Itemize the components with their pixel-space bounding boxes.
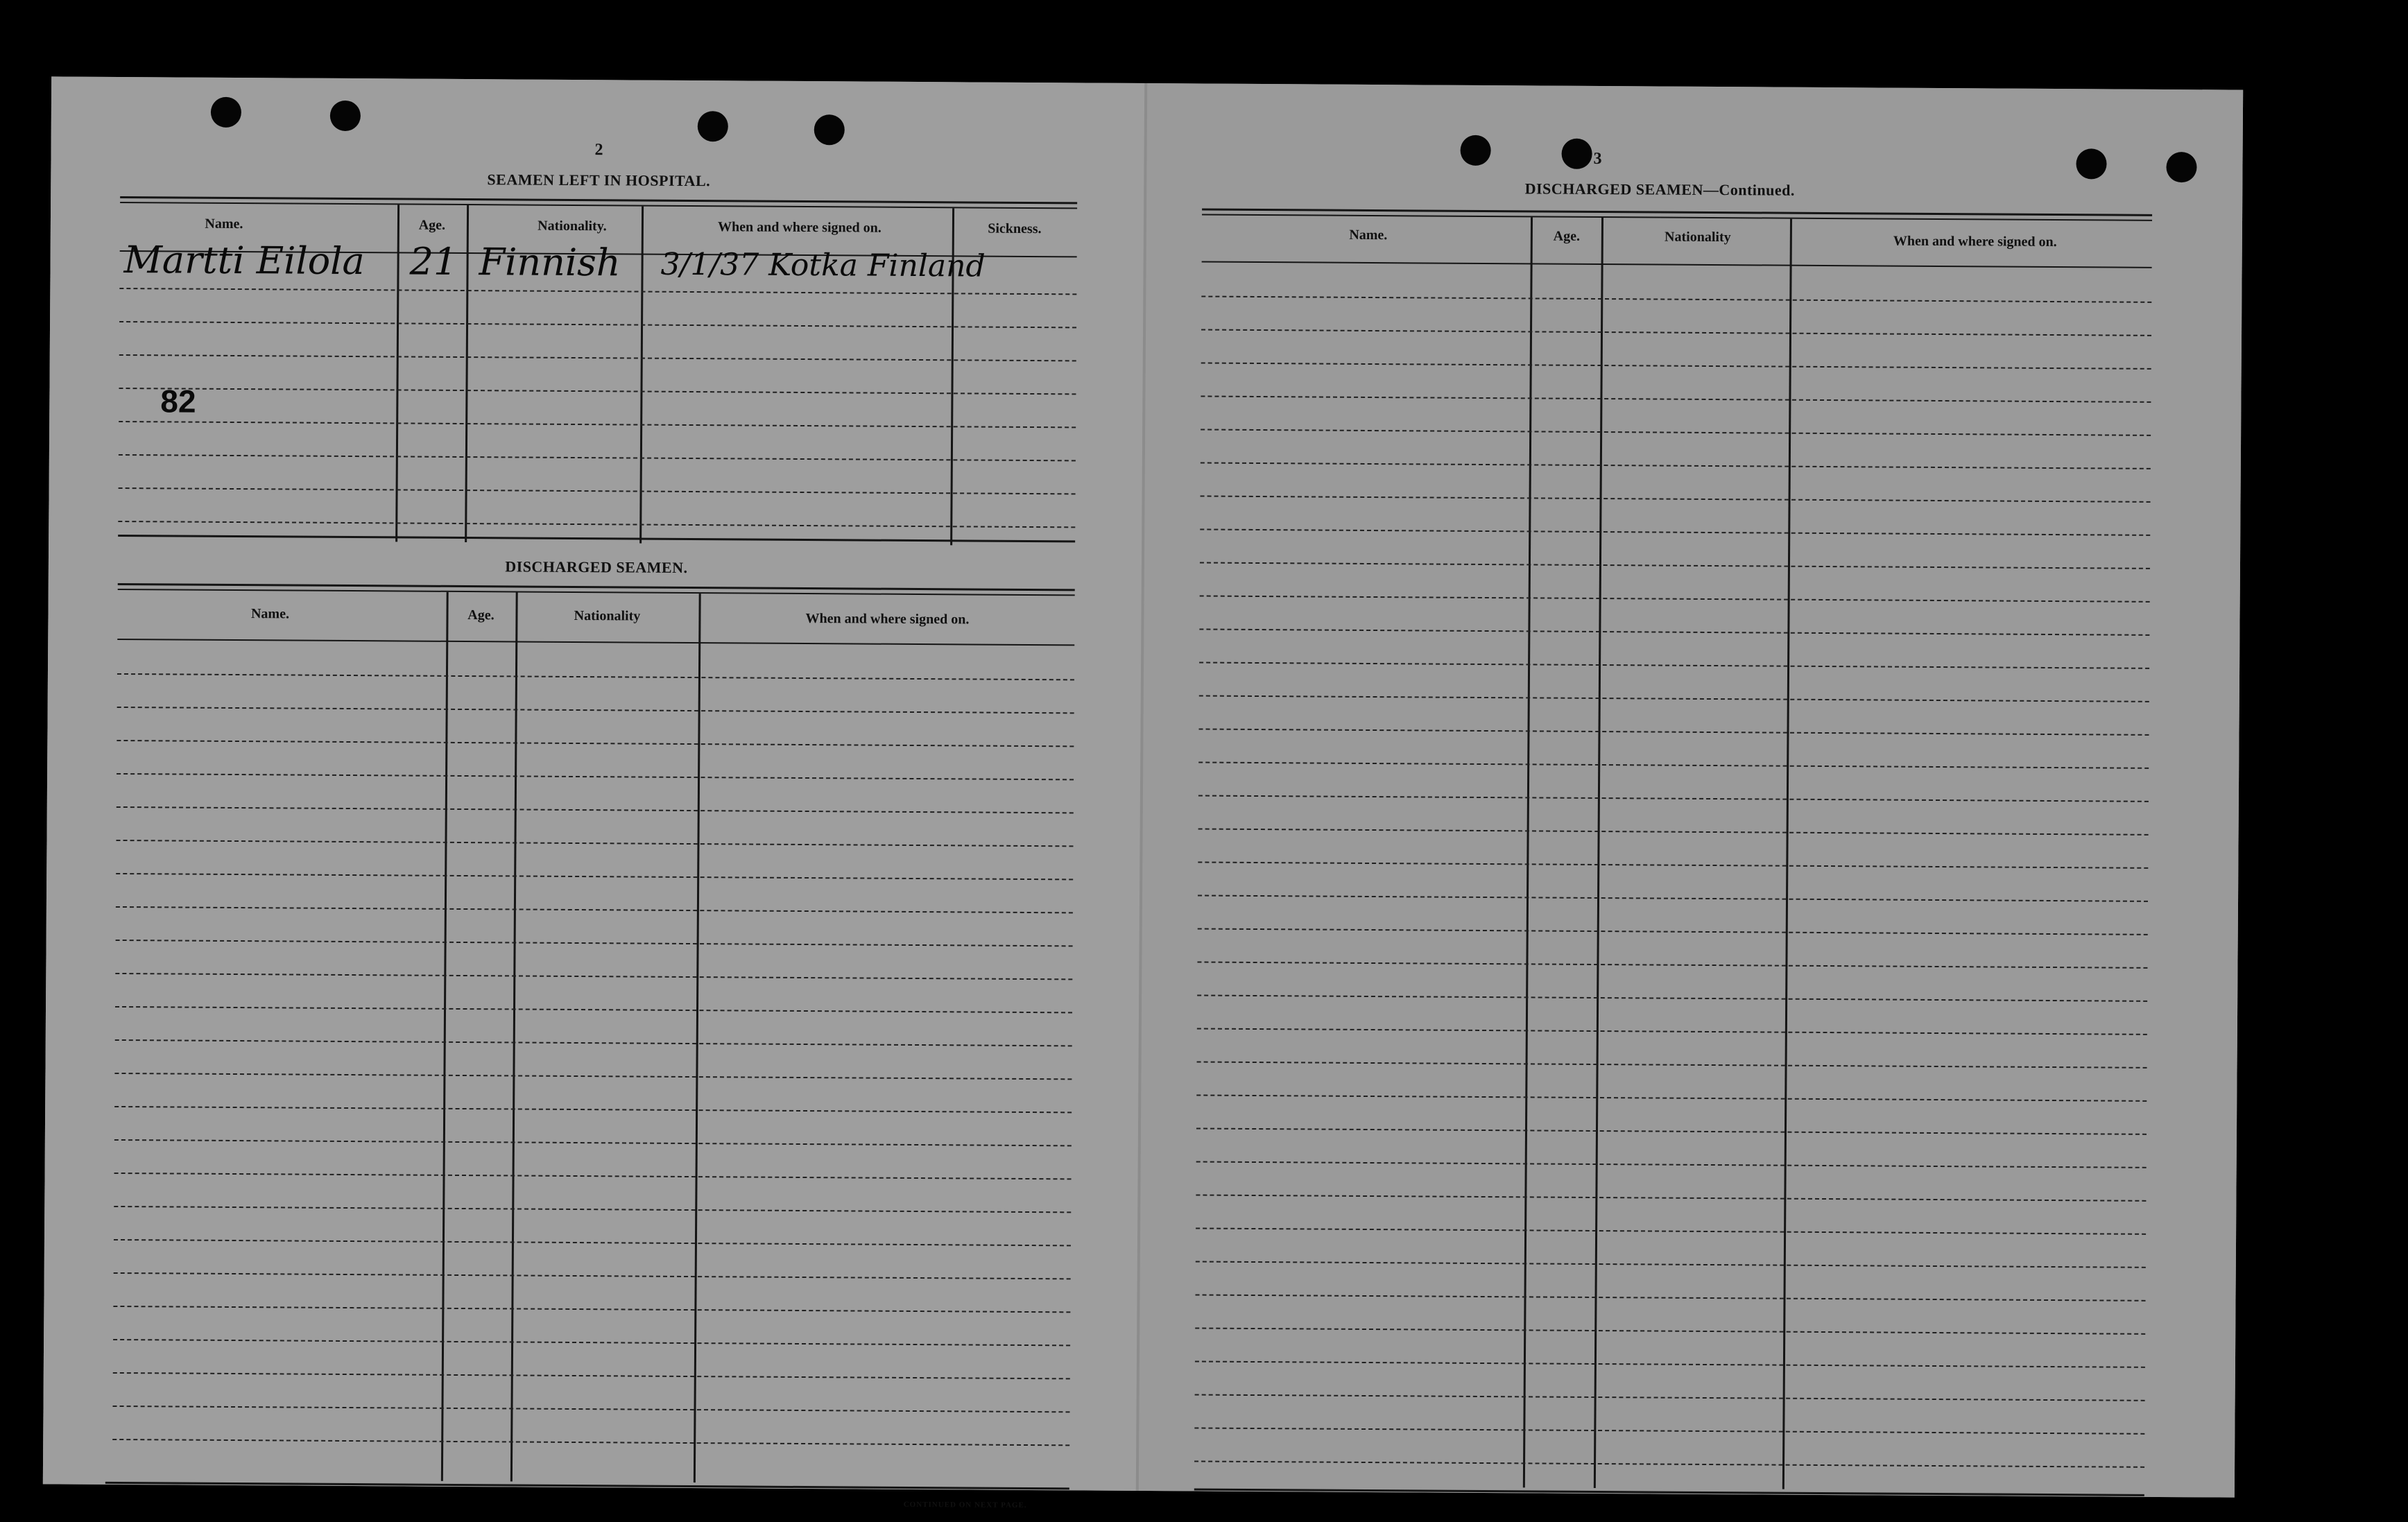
entry-line [114, 1173, 1072, 1179]
entry-line [1196, 1194, 2146, 1201]
punch-hole [698, 111, 728, 141]
entry-line [113, 1406, 1070, 1412]
left-page [43, 76, 1147, 1510]
col-header-age: Age. [467, 607, 495, 623]
entry-line [1197, 1028, 2147, 1035]
discharged-continued-entry-lines [1147, 83, 2243, 90]
entry-line [1198, 894, 2148, 901]
discharged-section-title: DISCHARGED SEAMEN. [505, 557, 688, 576]
hospital-section-title: SEAMEN LEFT IN HOSPITAL. [487, 171, 711, 190]
entry-line [117, 773, 1074, 780]
entry-line [114, 1206, 1071, 1213]
page-number: 3 [1593, 149, 1602, 168]
handwritten-name: Martti Eilola [123, 238, 365, 284]
handwritten-signed-on: 3/1/37 Kotka Finland [660, 246, 986, 284]
entry-line [1199, 661, 2149, 668]
entry-line [117, 707, 1074, 714]
entry-line [119, 288, 1076, 295]
entry-line [119, 321, 1076, 328]
header-rule [1202, 261, 2152, 268]
entry-line [1196, 1127, 2147, 1134]
entry-line [118, 521, 1075, 528]
col-header-signed-on: When and where signed on. [1893, 233, 2057, 250]
entry-line [119, 354, 1076, 361]
table-bottom-rule [105, 1482, 1069, 1489]
margin-note: 82 [160, 383, 196, 420]
entry-line [114, 1106, 1072, 1113]
entry-line [115, 1039, 1072, 1046]
col-header-signed-on: When and where signed on. [717, 219, 882, 236]
column-divider [465, 205, 469, 542]
discharged-entry-lines [51, 76, 1147, 83]
entry-line [1200, 595, 2150, 602]
entry-line [1196, 1227, 2146, 1234]
entry-line [1197, 961, 2147, 968]
header-rule [117, 639, 1074, 646]
punch-hole [211, 97, 241, 128]
handwritten-age: 21 [409, 239, 458, 284]
entry-line [116, 906, 1073, 913]
col-header-sickness: Sickness. [988, 220, 1042, 237]
entry-line [1199, 728, 2149, 735]
col-header-age: Age. [418, 217, 446, 233]
entry-line [114, 1272, 1071, 1279]
entry-line [119, 421, 1076, 428]
col-header-name: Name. [250, 606, 290, 622]
continued-note: CONTINUED ON NEXT PAGE. [903, 1500, 1027, 1510]
punch-hole [814, 114, 845, 145]
entry-line [117, 806, 1074, 813]
col-header-age: Age. [1553, 228, 1581, 244]
col-header-nationality: Nationality. [538, 218, 607, 234]
page-number: 2 [594, 141, 603, 159]
entry-line [119, 454, 1076, 461]
entry-line [1198, 761, 2149, 768]
entry-line [1194, 1427, 2144, 1434]
entry-line [1196, 1161, 2147, 1168]
entry-line [115, 973, 1072, 980]
entry-line [1199, 695, 2149, 702]
entry-line [1198, 928, 2148, 935]
entry-line [1197, 994, 2147, 1001]
column-divider [441, 592, 449, 1481]
entry-line [1195, 1327, 2145, 1334]
entry-line [1200, 528, 2150, 535]
entry-line [1196, 1094, 2147, 1101]
column-divider [510, 592, 518, 1481]
entry-line [1196, 1294, 2146, 1301]
column-divider [395, 205, 399, 542]
entry-line [119, 487, 1076, 494]
entry-line [1199, 628, 2149, 635]
entry-line [1198, 861, 2148, 868]
entry-line [1195, 1360, 2145, 1367]
entry-line [1201, 296, 2151, 303]
entry-line [1201, 329, 2151, 336]
document-spread [43, 76, 2243, 1510]
entry-line [114, 1073, 1072, 1080]
entry-line [1196, 1261, 2146, 1268]
col-header-name: Name. [1349, 227, 1388, 243]
table-bottom-rule [1194, 1488, 2144, 1496]
punch-hole [2166, 152, 2196, 182]
entry-line [113, 1306, 1070, 1313]
entry-line [1201, 462, 2151, 469]
column-divider [639, 207, 644, 544]
right-page [1139, 83, 2243, 1498]
column-divider [694, 594, 701, 1482]
entry-line [1194, 1460, 2144, 1467]
entry-line [1198, 795, 2149, 802]
col-header-name: Name. [205, 216, 243, 232]
entry-line [113, 1339, 1070, 1346]
discharged-section-title-shadow [396, 477, 798, 480]
entry-line [116, 873, 1073, 880]
entry-line [115, 1006, 1072, 1013]
entry-line [112, 1439, 1069, 1446]
punch-hole [1460, 135, 1490, 166]
entry-line [114, 1239, 1071, 1246]
entry-line [1198, 828, 2149, 835]
entry-line [1197, 1061, 2147, 1068]
entry-line [1201, 429, 2151, 435]
discharged-continued-title: DISCHARGED SEAMEN—Continued. [1524, 180, 1795, 199]
entry-line [116, 940, 1073, 946]
entry-line [114, 1139, 1072, 1146]
entry-line [117, 673, 1074, 680]
entry-line [1201, 395, 2151, 402]
entry-line [1201, 495, 2151, 502]
entry-line [1200, 562, 2150, 569]
entry-line [119, 388, 1076, 395]
col-header-signed-on: When and where signed on. [805, 611, 970, 628]
col-header-nationality: Nationality [1665, 229, 1731, 245]
entry-line [1201, 363, 2151, 370]
handwritten-nationality: Finnish [479, 240, 621, 285]
punch-hole [330, 101, 361, 131]
section-rule [118, 535, 1075, 542]
col-header-nationality: Nationality [574, 607, 641, 624]
entry-line [116, 840, 1073, 847]
entry-line [117, 740, 1074, 747]
entry-line [1195, 1394, 2145, 1401]
entry-line [113, 1372, 1070, 1379]
punch-hole [2076, 148, 2106, 179]
